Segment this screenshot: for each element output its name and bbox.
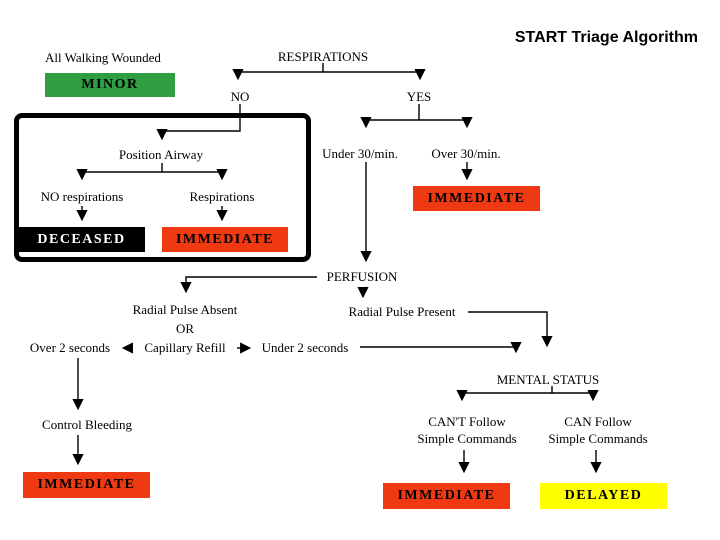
label-under-2-seconds: Under 2 seconds bbox=[261, 340, 349, 355]
immediate-mental-box: IMMEDIATE bbox=[383, 483, 510, 509]
label-over-2-seconds: Over 2 seconds bbox=[29, 340, 111, 355]
label-control-bleeding: Control Bleeding bbox=[42, 417, 132, 432]
label-respirations: RESPIRATIONS bbox=[277, 49, 369, 64]
label-no: NO bbox=[230, 89, 250, 104]
label-capillary-refill: Capillary Refill bbox=[144, 340, 226, 355]
label-cant-follow-commands: Simple Commands bbox=[417, 431, 517, 446]
label-radial-pulse-present: Radial Pulse Present bbox=[348, 304, 456, 319]
immediate-respiratory-box: IMMEDIATE bbox=[413, 186, 540, 211]
page-title: START Triage Algorithm bbox=[514, 29, 698, 46]
label-cant-follow: CAN'T Follow bbox=[428, 414, 506, 429]
label-under-30: Under 30/min. bbox=[322, 146, 398, 161]
deceased-category-box: DECEASED bbox=[18, 227, 145, 252]
label-perfusion: PERFUSION bbox=[326, 269, 398, 284]
label-position-airway: Position Airway bbox=[118, 147, 204, 162]
label-respirations-present: Respirations bbox=[189, 189, 255, 204]
label-or: OR bbox=[175, 321, 195, 336]
minor-category-box: MINOR bbox=[45, 73, 175, 97]
label-no-respirations: NO respirations bbox=[40, 189, 124, 204]
immediate-airway-box: IMMEDIATE bbox=[162, 227, 288, 252]
label-can-follow-commands: Simple Commands bbox=[548, 431, 648, 446]
label-mental-status: MENTAL STATUS bbox=[496, 372, 600, 387]
label-over-30: Over 30/min. bbox=[431, 146, 501, 161]
label-all-walking-wounded: All Walking Wounded bbox=[45, 50, 161, 65]
label-yes: YES bbox=[406, 89, 432, 104]
delayed-category-box: DELAYED bbox=[540, 483, 667, 509]
immediate-perfusion-box: IMMEDIATE bbox=[23, 472, 150, 498]
label-radial-pulse-absent: Radial Pulse Absent bbox=[132, 302, 238, 317]
label-can-follow: CAN Follow bbox=[564, 414, 632, 429]
